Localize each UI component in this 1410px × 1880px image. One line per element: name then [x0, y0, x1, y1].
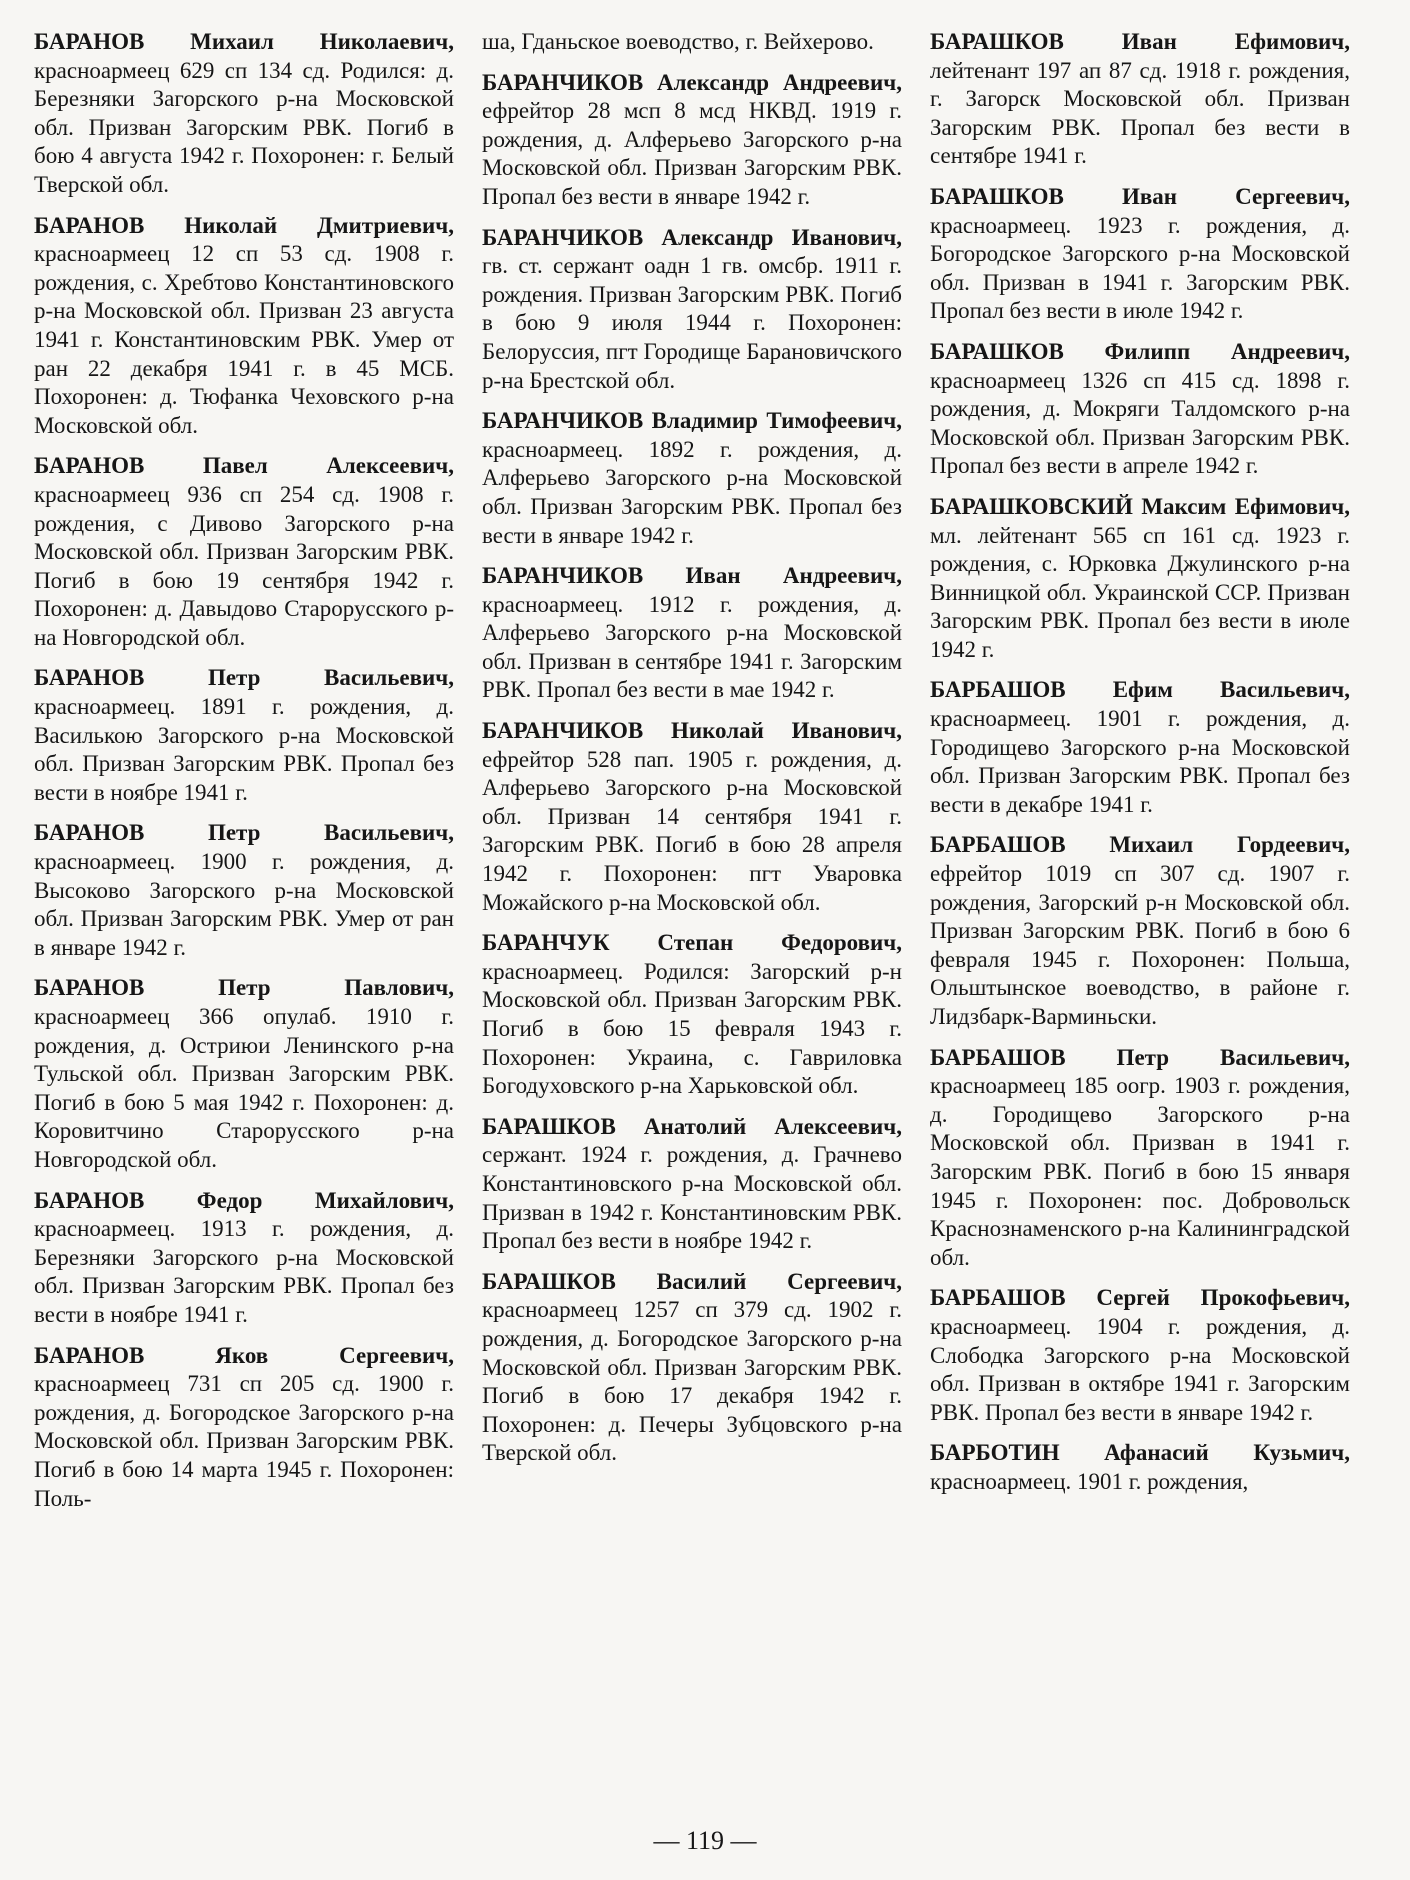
entry-text: красноармеец. Родился: Загорский р-н Московской обл. Призван Загорским РВК. Погиб в бою 15 февраля 1943 г. Похоронен: Украина, с. Гавриловка Богодуховского р-на Харьковской обл. — [482, 958, 902, 1099]
entry-text: красноармеец 1257 сп 379 сд. 1902 г. рождения, д. Богородское Загорского р-на Московской обл. Призван Загорским РВК. Погиб в бою 17 декабря 1942 г. Похоронен: д. Печеры Зубцовского р-на Тверской обл. — [482, 1297, 902, 1466]
entry-text: красноармеец 936 сп 254 сд. 1908 г. рождения, с Дивово Загорского р-на Московской обл. Призван Загорским РВК. Погиб в бою 19 сентября 1942 г. Похоронен: д. Давыдово Старорусского р-на Новгородской обл. — [34, 481, 454, 650]
entry — [930, 28, 1350, 171]
entry-name: БАРАНОВ Петр Васильевич, — [34, 820, 454, 846]
entry — [930, 1439, 1350, 1496]
entry — [482, 929, 902, 1101]
entry-text: мл. лейтенант 565 сп 161 сд. 1923 г. рождения, с. Юрковка Джулинского р-на Винницкой обл. Украинской ССР. Призван Загорским РВК. Пропал без вести в июле 1942 г. — [930, 522, 1350, 662]
entry-name: БАРБАШОВ Михаил Гордеевич, — [930, 832, 1350, 858]
entry-name: БАРАШКОВСКИЙ Максим Ефимович, — [930, 493, 1350, 519]
entry-name: БАРБАШОВ Петр Васильевич, — [930, 1044, 1350, 1070]
entry — [34, 28, 454, 200]
entry-text: красноармеец. 1912 г. рождения, д. Алферьево Загорского р-на Московской обл. Призван в сентябре 1941 г. Загорским РВК. Пропал без вести в мае 1942 г. — [482, 591, 902, 703]
entry-name: БАРАНОВ Петр Павлович, — [34, 975, 454, 1001]
entry-text: красноармеец. 1891 г. рождения, д. Василькою Загорского р-на Московской обл. Призван Загорским РВК. Пропал без вести в ноябре 1941 г. — [34, 694, 454, 805]
entry — [34, 452, 454, 652]
entry-text: красноармеец 185 оогр. 1903 г. рождения, д. Городищево Загорского р-на Московской обл. Призван в 1941 г. Загорским РВК. Погиб в бою 15 января 1945 г. Похоронен: пос. Добровольск Краснознаменского р-на Калининградской обл. — [930, 1073, 1350, 1270]
entry — [930, 1044, 1350, 1273]
entry-text: красноармеец. 1901 г. рождения, д. Городищево Загорского р-на Московской обл. Призван Загорским РВК. Пропал без вести в декабре 1941 г. — [930, 706, 1350, 817]
entry-text: красноармеец. 1892 г. рождения, д. Алферьево Загорского р-на Московской обл. Призван Загорским РВК. Пропал без вести в январе 1942 г. — [482, 436, 902, 548]
entry-name: БАРАНЧУК Степан Федорович, — [482, 930, 902, 956]
entry — [482, 69, 902, 212]
entry-name: БАРАНЧИКОВ Николай Иванович, — [482, 718, 902, 744]
entry-text: красноармеец 629 сп 134 сд. Родился: д. Березняки Загорского р-на Московской обл. Призван Загорским РВК. Погиб в бою 4 августа 1942 г. Похоронен: г. Белый Тверской обл. — [34, 57, 454, 197]
entry — [34, 1342, 454, 1514]
entry-text: ша, Гданьское воеводство, г. Вейхерово. — [482, 29, 874, 54]
entry — [930, 338, 1350, 481]
entry — [482, 224, 902, 396]
entry-text: гв. ст. сержант оадн 1 гв. омсбр. 1911 г. рождения. Призван Загорским РВК. Погиб в бою 9 июля 1944 г. Похоронен: Белоруссия, пгт Городище Барановичского р-на Брестской обл. — [482, 253, 902, 393]
entry-text: ефрейтор 528 пап. 1905 г. рождения, д. Алферьево Загорского р-на Московской обл. Призван 14 сентября 1941 г. Загорским РВК. Погиб в бою 28 апреля 1942 г. Похоронен: пгт Уваровка Можайского р-на Московской обл. — [482, 746, 902, 915]
entry-continuation — [482, 28, 902, 57]
entry-name: БАРБАШОВ Ефим Васильевич, — [930, 677, 1350, 703]
entry-name: БАРАШКОВ Василий Сергеевич, — [482, 1268, 902, 1294]
entry-text: сержант. 1924 г. рождения, д. Грачнево Константиновского р-на Московской обл. Призван в 1942 г. Константиновским РВК. Пропал без вести в ноябре 1942 г. — [482, 1142, 902, 1254]
entry-name: БАРАНОВ Яков Сергеевич, — [34, 1342, 454, 1368]
entry-name: БАРАНОВ Петр Васильевич, — [34, 665, 454, 691]
column-3 — [930, 28, 1350, 1525]
entry-text: красноармеец 1326 сп 415 сд. 1898 г. рождения, д. Мокряги Талдомского р-на Московской обл. Призван Загорским РВК. Пропал без вести в апреле 1942 г. — [930, 367, 1350, 479]
entry-name: БАРАНОВ Федор Михайлович, — [34, 1187, 454, 1213]
entry-text: красноармеец. 1923 г. рождения, д. Богородское Загорского р-на Московской обл. Призван в 1941 г. Загорским РВК. Пропал без вести в июле 1942 г. — [930, 212, 1350, 324]
entry — [34, 1187, 454, 1330]
entry-text: красноармеец 731 сп 205 сд. 1900 г. рождения, д. Богородское Загорского р-на Московской обл. Призван Загорским РВК. Погиб в бою 14 марта 1945 г. Похоронен: Поль- — [34, 1371, 454, 1511]
entry — [482, 717, 902, 917]
entry-text: ефрейтор 28 мсп 8 мсд НКВД. 1919 г. рождения, д. Алферьево Загорского р-на Московской обл. Призван Загорским РВК. Пропал без вести в январе 1942 г. — [482, 98, 902, 209]
entry — [482, 1113, 902, 1256]
entry — [34, 974, 454, 1174]
entry-text: ефрейтор 1019 сп 307 сд. 1907 г. рождения, Загорский р-н Московской обл. Призван Загорским РВК. Погиб в бою 6 февраля 1945 г. Похоронен: Польша, Ольштынское воеводство, в районе г. Лидзбарк-Варминьски. — [930, 861, 1350, 1029]
entry — [34, 212, 454, 441]
text-columns — [34, 28, 1350, 1525]
entry-name: БАРАНОВ Павел Алексеевич, — [34, 453, 454, 479]
entry-name: БАРАШКОВ Анатолий Алексеевич, — [482, 1113, 902, 1139]
entry — [482, 407, 902, 550]
entry-name: БАРАНЧИКОВ Александр Андреевич, — [482, 69, 902, 95]
entry-name: БАРАНЧИКОВ Александр Иванович, — [482, 224, 902, 250]
entry — [482, 1268, 902, 1468]
entry-name: БАРБОТИН Афанасий Кузьмич, — [930, 1440, 1350, 1466]
page-number: — 119 — — [653, 1826, 757, 1855]
entry-name: БАРАНЧИКОВ Владимир Тимофеевич, — [482, 408, 902, 434]
entry — [930, 493, 1350, 665]
entry-name: БАРАШКОВ Иван Ефимович, — [930, 29, 1350, 54]
column-2 — [482, 28, 902, 1525]
entry-name: БАРАШКОВ Филипп Андреевич, — [930, 338, 1350, 364]
entry-text: красноармеец. 1900 г. рождения, д. Высоково Загорского р-на Московской обл. Призван Загорским РВК. Умер от ран в январе 1942 г. — [34, 849, 454, 960]
entry — [482, 562, 902, 705]
entry — [930, 676, 1350, 819]
entry-text: лейтенант 197 ап 87 сд. 1918 г. рождения, г. Загорск Московской обл. Призван Загорским РВК. Пропал без вести в сентябре 1941 г. — [930, 57, 1350, 169]
entry — [930, 831, 1350, 1031]
entry — [34, 664, 454, 807]
entry-text: красноармеец 12 сп 53 сд. 1908 г. рождения, с. Хребтово Константиновского р-на Московской обл. Призван 23 августа 1941 г. Константиновским РВК. Умер от ран 22 декабря 1941 г. в 45 МСБ. Похоронен: д. Тюфанка Чеховского р-на Московской обл. — [34, 241, 454, 438]
entry-name: БАРБАШОВ Сергей Прокофьевич, — [930, 1285, 1350, 1311]
entry-text: красноармеец. 1913 г. рождения, д. Березняки Загорского р-на Московской обл. Призван Загорским РВК. Пропал без вести в ноябре 1941 г. — [34, 1216, 454, 1327]
entry — [930, 1284, 1350, 1427]
entry-text: красноармеец 366 опулаб. 1910 г. рождения, д. Остриюи Ленинского р-на Тульской обл. Призван Загорским РВК. Погиб в бою 5 мая 1942 г. Похоронен: д. Коровитчино Старорусского р-на Новгородской обл. — [34, 1004, 454, 1172]
entry-name: БАРАНЧИКОВ Иван Андреевич, — [482, 563, 902, 589]
entry — [34, 819, 454, 962]
entry-name: БАРАШКОВ Иван Сергеевич, — [930, 183, 1350, 209]
entry-text: красноармеец. 1901 г. рождения, — [930, 1468, 1249, 1494]
entry-text: красноармеец. 1904 г. рождения, д. Слободка Загорского р-на Московской обл. Призван в октябре 1941 г. Загорским РВК. Пропал без вести в январе 1942 г. — [930, 1313, 1350, 1425]
column-1 — [34, 28, 454, 1525]
entry-name: БАРАНОВ Николай Дмитриевич, — [34, 212, 454, 238]
entry-name: БАРАНОВ Михаил Николаевич, — [34, 29, 454, 54]
entry — [930, 183, 1350, 326]
